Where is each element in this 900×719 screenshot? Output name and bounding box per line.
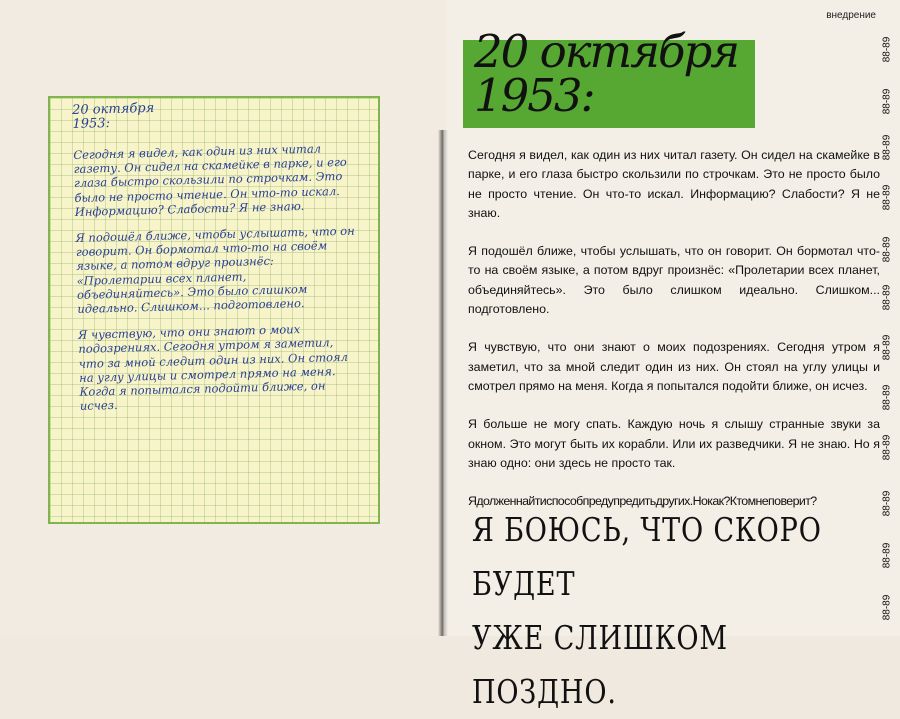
title-line-year: 1953: bbox=[474, 69, 594, 122]
closing-line: Я БОЮСЬ, ЧТО СКОРО БУДЕТ bbox=[472, 510, 822, 603]
handwritten-date: 20 октября 1953: bbox=[71, 100, 155, 132]
body-paragraph: Сегодня я видел, как один из них читал газету. Он сидел на скамейке в парке, и его глаза быстро скользили по строчкам. Это не просто было не просто чтение. Он что-то искал. Информацию? Слабости? Я не знаю. bbox=[468, 148, 880, 220]
page-number: 88-89 bbox=[881, 384, 893, 411]
body-paragraph: Ядолженнайтиспособпредупредитьдругих.Нокак?Ктомнеповерит? bbox=[468, 494, 817, 509]
page-gutter bbox=[438, 130, 448, 636]
page-number: 88-89 bbox=[881, 490, 893, 517]
page-number: 88-89 bbox=[881, 88, 893, 115]
page-number: 88-89 bbox=[881, 434, 893, 461]
page-number: 88-89 bbox=[881, 542, 893, 569]
left-page bbox=[0, 0, 446, 636]
page-number: 88-89 bbox=[881, 36, 893, 63]
handwritten-paragraph: Я подошёл ближе, чтобы услышать, что он говорит. Он бормотал что-то на своём языке, а потом вдруг произнёс: «Пролетарии всех планет, объединяйтесь». Это было слишком идеально. Слишком... подготовлено. bbox=[75, 223, 355, 316]
handwritten-note bbox=[72, 97, 360, 426]
article-body bbox=[468, 146, 880, 530]
page-number: 88-89 bbox=[881, 184, 893, 211]
page-number: 88-89 bbox=[881, 284, 893, 311]
handwritten-paragraph: Я чувствую, что они знают о моих подозрениях. Сегодня утром я заметил, что за мной следит один из них. Он стоял на углу улицы и смотрел прямо на меня. Когда я попытался подойти ближе, он исчез. bbox=[77, 322, 349, 414]
closing-statement bbox=[472, 503, 823, 719]
page-title bbox=[474, 25, 739, 122]
page-number: 88-89 bbox=[881, 334, 893, 361]
page-number: 88-89 bbox=[881, 594, 893, 621]
notebook-sheet bbox=[48, 96, 380, 524]
body-paragraph: Я чувствую, что они знают о моих подозрениях. Сегодня утром я заметил, что за мной следит один из них. Он стоял на углу улицы и смотрел прямо на меня. Когда я попытался подойти ближе, он исчез. bbox=[468, 340, 880, 393]
title-line-date: 20 октября bbox=[474, 25, 739, 78]
page-number: 88-89 bbox=[881, 236, 893, 263]
page-number: 88-89 bbox=[881, 134, 893, 161]
closing-line: УЖЕ СЛИШКОМ ПОЗДНО. bbox=[472, 618, 728, 711]
body-paragraph: Я подошёл ближе, чтобы услышать, что он говорит. Он бормотал что-то на своём языке, а потом вдруг произнёс: «Пролетарии всех планет, объединяйтесь». Это было слишком идеально. Слишком... подготовлено. bbox=[468, 244, 880, 317]
body-paragraph: Я больше не могу спать. Каждую ночь я слышу странные звуки за окном. Это могут быть их корабли. Или их разведчики. Я не знаю. Но я знаю одно: они здесь не просто так. bbox=[468, 417, 880, 470]
section-label: внедрение bbox=[826, 10, 876, 21]
handwritten-paragraph: Сегодня я видел, как один из них читал газету. Он сидел на скамейке в парке, и его глаза быстро скользили по строчкам. Это было не просто чтение. Он что-то искал. Информацию? Слабости? Я не знаю. bbox=[73, 141, 347, 219]
